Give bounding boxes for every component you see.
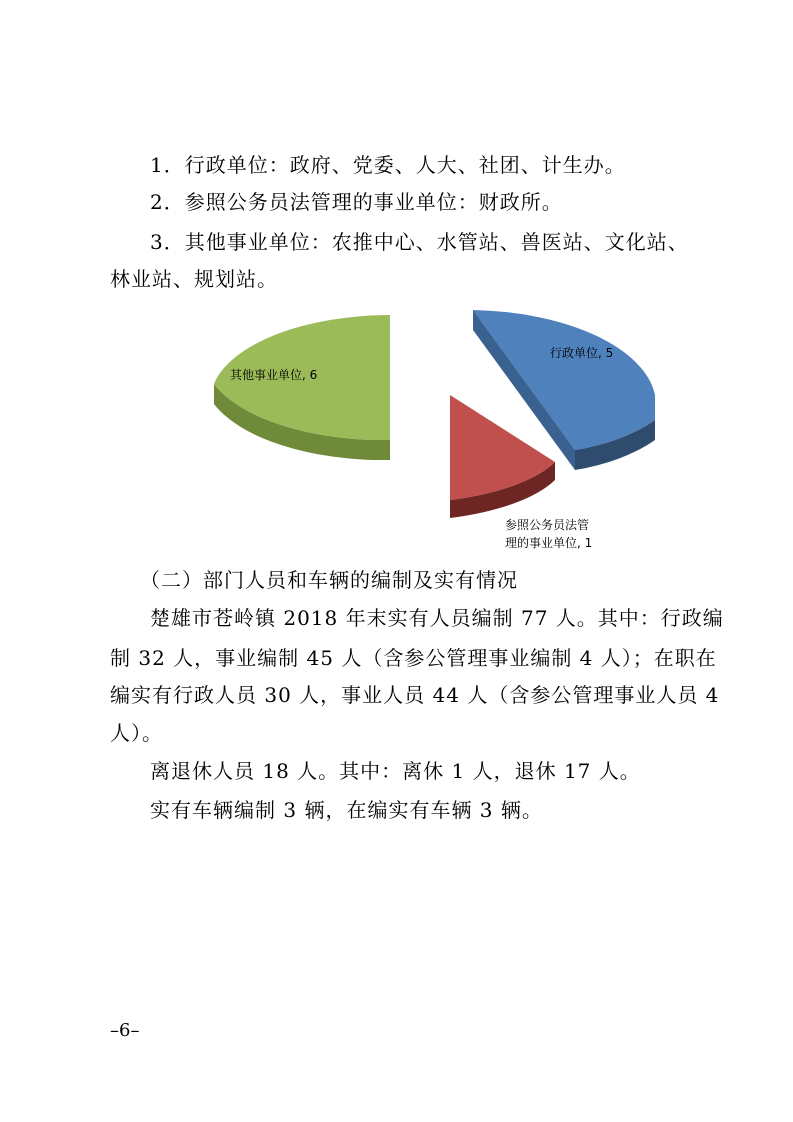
list-item-1: 1．行政单位：政府、党委、人大、社团、计生办。 bbox=[150, 153, 626, 177]
data-label-administrative: 行政单位, 5 bbox=[550, 346, 614, 360]
data-label-reference-line2: 理的事业单位, 1 bbox=[505, 536, 593, 550]
data-label-other-institutions: 其他事业单位, 6 bbox=[230, 368, 318, 382]
page-number: –6– bbox=[110, 1020, 140, 1041]
paragraph-line-2: 制 32 人，事业编制 45 人（含参公管理事业编制 4 人）；在职在 bbox=[110, 646, 717, 670]
section-heading: （二）部门人员和车辆的编制及实有情况 bbox=[140, 568, 518, 592]
data-label-reference-line1: 参照公务员法管 bbox=[505, 518, 590, 532]
pie-chart bbox=[150, 300, 670, 560]
list-item-3-continued: 林业站、规划站。 bbox=[110, 267, 278, 291]
paragraph-line-4: 人）。 bbox=[110, 721, 163, 745]
list-item-2: 2．参照公务员法管理的事业单位：财政所。 bbox=[150, 190, 563, 214]
pie-slice-other-institutions bbox=[214, 315, 390, 460]
paragraph-line-3: 编实有行政人员 30 人，事业人员 44 人（含参公管理事业人员 4 bbox=[110, 683, 720, 707]
paragraph-line-1: 楚雄市苍岭镇 2018 年末实有人员编制 77 人。其中：行政编 bbox=[150, 606, 724, 630]
paragraph-vehicles: 实有车辆编制 3 辆，在编实有车辆 3 辆。 bbox=[150, 798, 543, 822]
list-item-3: 3．其他事业单位：农推中心、水管站、兽医站、文化站、 bbox=[150, 230, 689, 254]
paragraph-retirees: 离退休人员 18 人。其中：离休 1 人，退休 17 人。 bbox=[150, 759, 641, 783]
